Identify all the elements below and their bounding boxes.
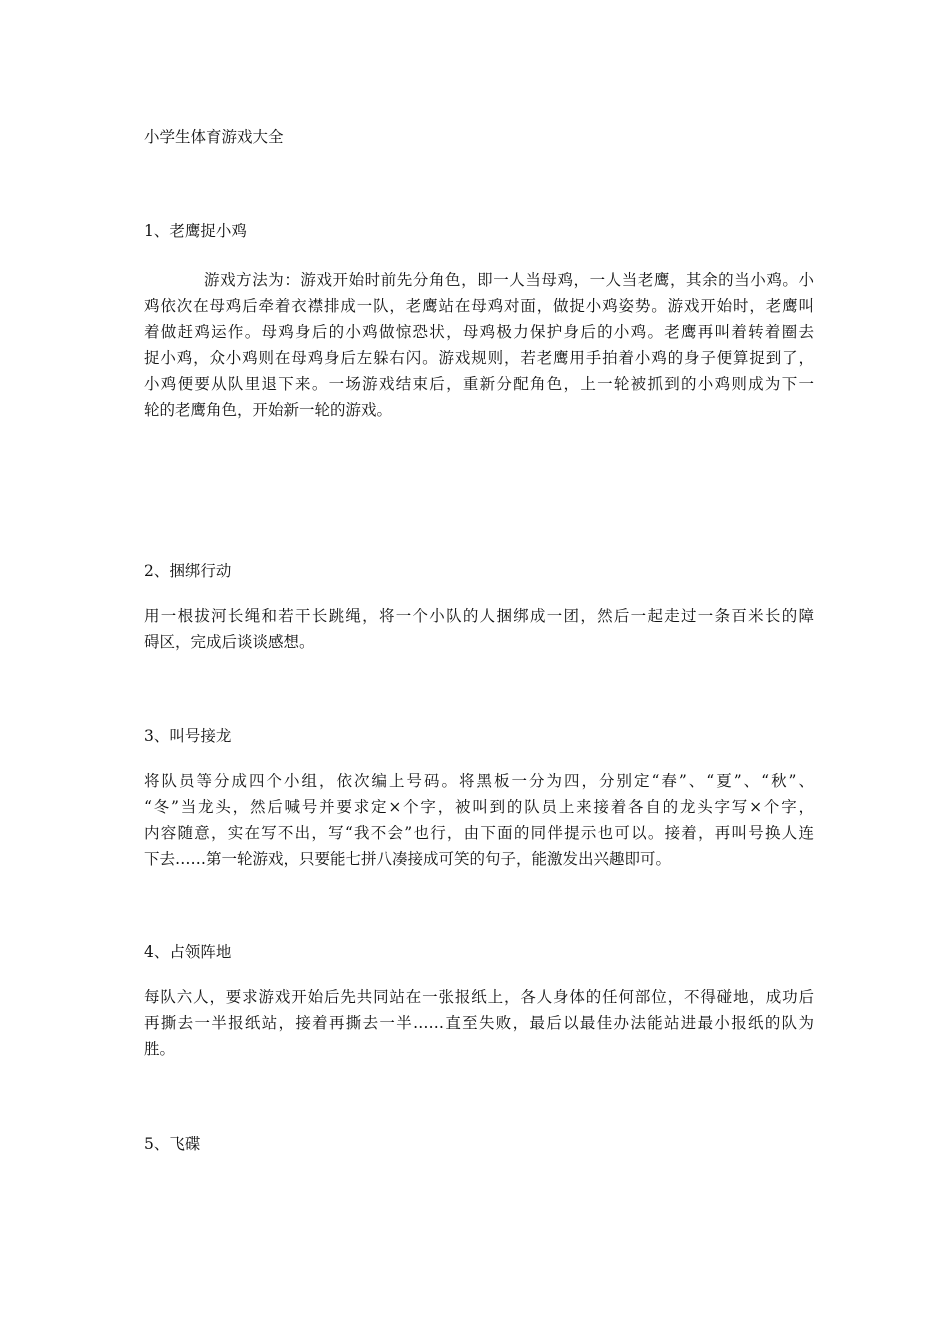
- section-4-line-3: 胜。: [144, 1040, 176, 1058]
- section-1-line-2: 鸡依次在母鸡后牵着衣襟排成一队，老鹰站在母鸡对面，做捉小鸡姿势。游戏开始时，老鹰叫: [144, 297, 814, 315]
- document-title: 小学生体育游戏大全: [144, 128, 284, 146]
- section-2-heading: 2、捆绑行动: [144, 562, 232, 580]
- section-1-line-1: 游戏方法为：游戏开始时前先分角色，即一人当母鸡，一人当老鹰，其余的当小鸡。小: [204, 271, 814, 289]
- section-1-heading: 1、老鹰捉小鸡: [144, 222, 247, 240]
- section-1-line-4: 捉小鸡，众小鸡则在母鸡身后左躲右闪。游戏规则，若老鹰用手拍着小鸡的身子便算捉到了，: [144, 349, 814, 367]
- section-4-line-2: 再撕去一半报纸站，接着再撕去一半……直至失败，最后以最佳办法能站进最小报纸的队为: [144, 1014, 814, 1032]
- section-1-line-3: 着做赶鸡运作。母鸡身后的小鸡做惊恐状，母鸡极力保护身后的小鸡。老鹰再叫着转着圈去: [144, 323, 814, 341]
- section-1-line-6: 轮的老鹰角色，开始新一轮的游戏。: [144, 401, 393, 419]
- section-3-line-4: 下去……第一轮游戏，只要能七拼八凑接成可笑的句子，能激发出兴趣即可。: [144, 850, 672, 868]
- section-2-line-1: 用一根拔河长绳和若干长跳绳，将一个小队的人捆绑成一团，然后一起走过一条百米长的障: [144, 607, 814, 625]
- section-3-line-1: 将队员等分成四个小组，依次编上号码。将黑板一分为四，分别定“春”、“夏”、“秋”、: [144, 772, 814, 790]
- section-3-line-2: “冬”当龙头，然后喊号并要求定×个字，被叫到的队员上来接着各自的龙头字写×个字，: [144, 798, 814, 816]
- section-3-line-3: 内容随意，实在写不出，写“我不会”也行，由下面的同伴提示也可以。接着，再叫号换人连: [144, 824, 814, 842]
- section-5-heading: 5、飞碟: [144, 1135, 201, 1153]
- section-4-line-1: 每队六人，要求游戏开始后先共同站在一张报纸上，各人身体的任何部位，不得碰地，成功后: [144, 988, 814, 1006]
- section-4-heading: 4、占领阵地: [144, 943, 232, 961]
- section-1-line-5: 小鸡便要从队里退下来。一场游戏结束后，重新分配角色，上一轮被抓到的小鸡则成为下一: [144, 375, 814, 393]
- section-3-heading: 3、叫号接龙: [144, 727, 232, 745]
- section-2-line-2: 碍区，完成后谈谈感想。: [144, 633, 315, 651]
